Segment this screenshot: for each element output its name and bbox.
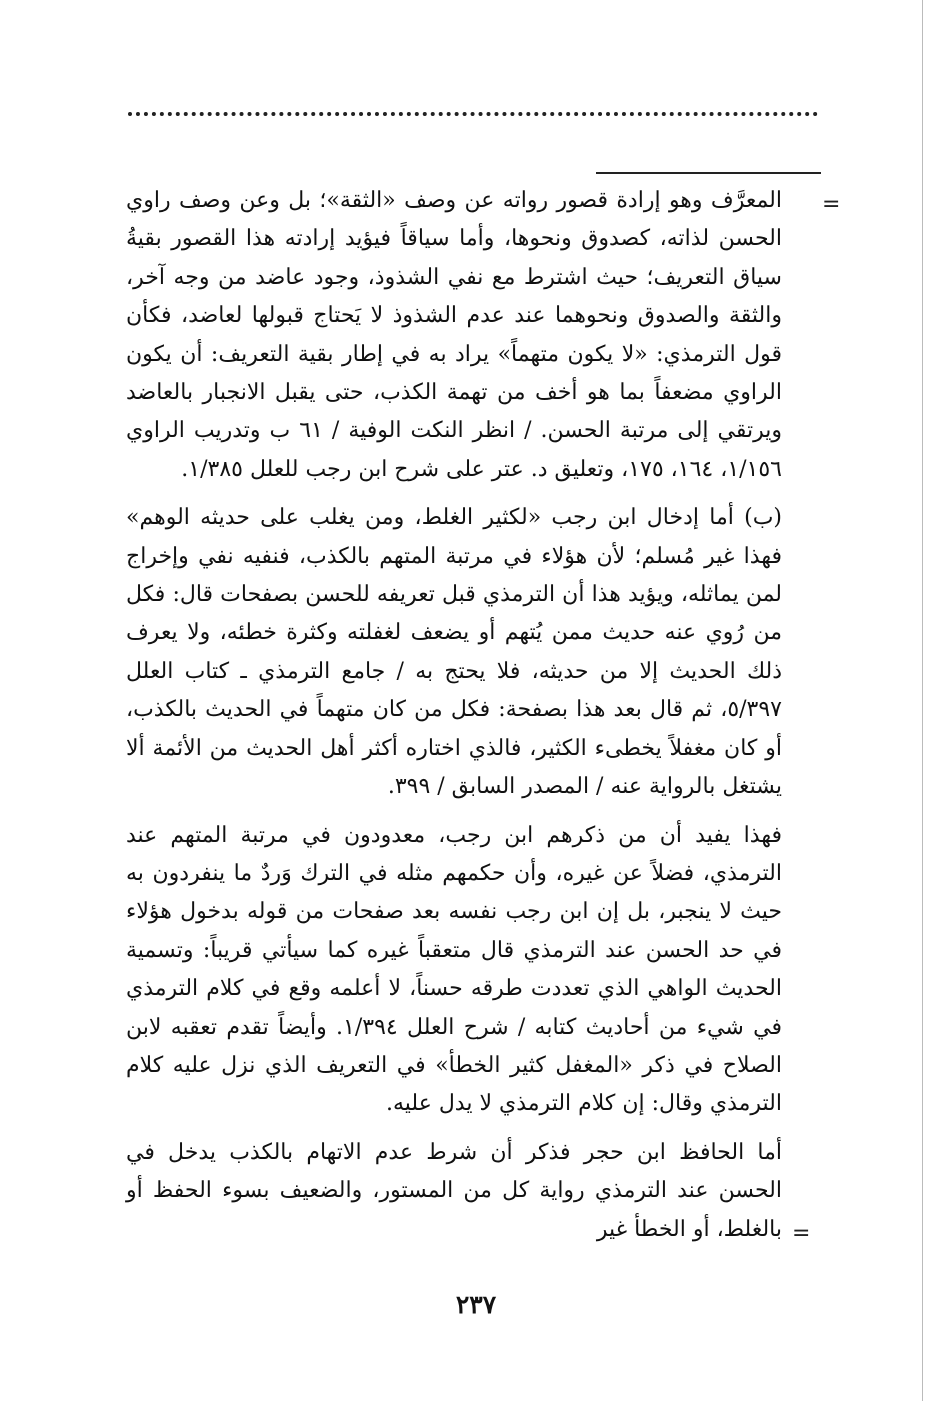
page-number: ٢٣٧ [455, 1290, 497, 1319]
footnote-paragraph: فهذا يفيد أن من ذكرهم ابن رجب، معدودون في مرتبة المتهم عند الترمذي، فضلاً عن غيره، وأن حكمهم مثله في الترك وَردٌ ما ينفردون به حيث لا ينجبر، بل إن ابن رجب نفسه بعد صفحات من قوله بدخول هؤلاء في حد الحسن عند الترمذي قال متعقباً غيره كما سيأتي قريباً: وتسمية الحديث الواهي الذي تعددت طرقه حسناً، لا أعلمه وقع في كلام الترمذي في شيء من أحاديث كتابه / شرح العلل ١/٣٩٤. وأيضاً تقدم تعقبه لابن الصلاح في ذكر «المغفل كثير الخطأ» في التعريف الذي نزل عليه كلام الترمذي وقال: إن كلام الترمذي لا يدل عليه. [126, 822, 782, 1117]
footnote-paragraph: المعرَّف وهو إرادة قصور رواته عن وصف «الثقة»؛ بل وعن وصف راوي الحسن لذاته، كصدوق ونحوها، وأما سياقاً فيؤيد إرادته هذا القصور بقيةُ سياق التعريف؛ حيث اشترط مع نفي الشذوذ، وجود عاضد من وجه آخر، والثقة والصدوق ونحوهما عند عدم الشذوذ لا يَحتاج قبولها لعاضد، فكأن قول الترمذي: «لا يكون متهماً» يراد به في إطار بقية التعريف: أن يكون الراوي مضعفاً بما هو أخف من تهمة الكذب، حتى يقبل الانجبار بالعاضد ويرتقي إلى مرتبة الحسن. / انظر النكت الوفية / ٦١ ب وتدريب الراوي ١/١٥٦، ١٦٤، ١٧٥، وتعليق د. عتر على شرح ابن رجب للعلل ١/٣٨٥. [126, 188, 783, 482]
footnote-paragraph: أما الحافظ ابن حجر فذكر أن شرط عدم الاتهام بالكذب يدخل في الحسن عند الترمذي رواية كل من المستور، والضعيف بسوء الحفظ أو بالغلط، أو الخطأ غير [126, 1139, 782, 1242]
footnote-rule [596, 172, 821, 174]
footnote-text [126, 182, 782, 1259]
dotted-separator [128, 112, 818, 132]
continuation-mark-top: = [822, 192, 841, 217]
page-edge-line [922, 0, 923, 1401]
footnote-paragraph: (ب) أما إدخال ابن رجب «لكثير الغلط، ومن يغلب على حديثه الوهم» فهذا غير مُسلم؛ لأن هؤلاء في مرتبة المتهم بالكذب، فنفيه نفي وإخراج لمن يماثله، ويؤيد هذا أن الترمذي قبل تعريفه للحسن بصفحات قال: فكل من رُوي عنه حديث ممن يُتهم أو يضعف لغفلته وكثرة خطئه، ولا يعرف ذلك الحديث إلا من حديثه، فلا يحتج به / جامع الترمذي ـ كتاب العلل ٥/٣٩٧، ثم قال بعد هذا بصفحة: فكل من كان متهماً في الحديث بالكذب، أو كان مغفلاً يخطىء الكثير، فالذي اختاره أكثر أهل الحديث من الأئمة ألا يشتغل بالرواية عنه / المصدر السابق / ٣٩٩. [126, 505, 782, 800]
continuation-mark-bottom: = [792, 1221, 811, 1246]
